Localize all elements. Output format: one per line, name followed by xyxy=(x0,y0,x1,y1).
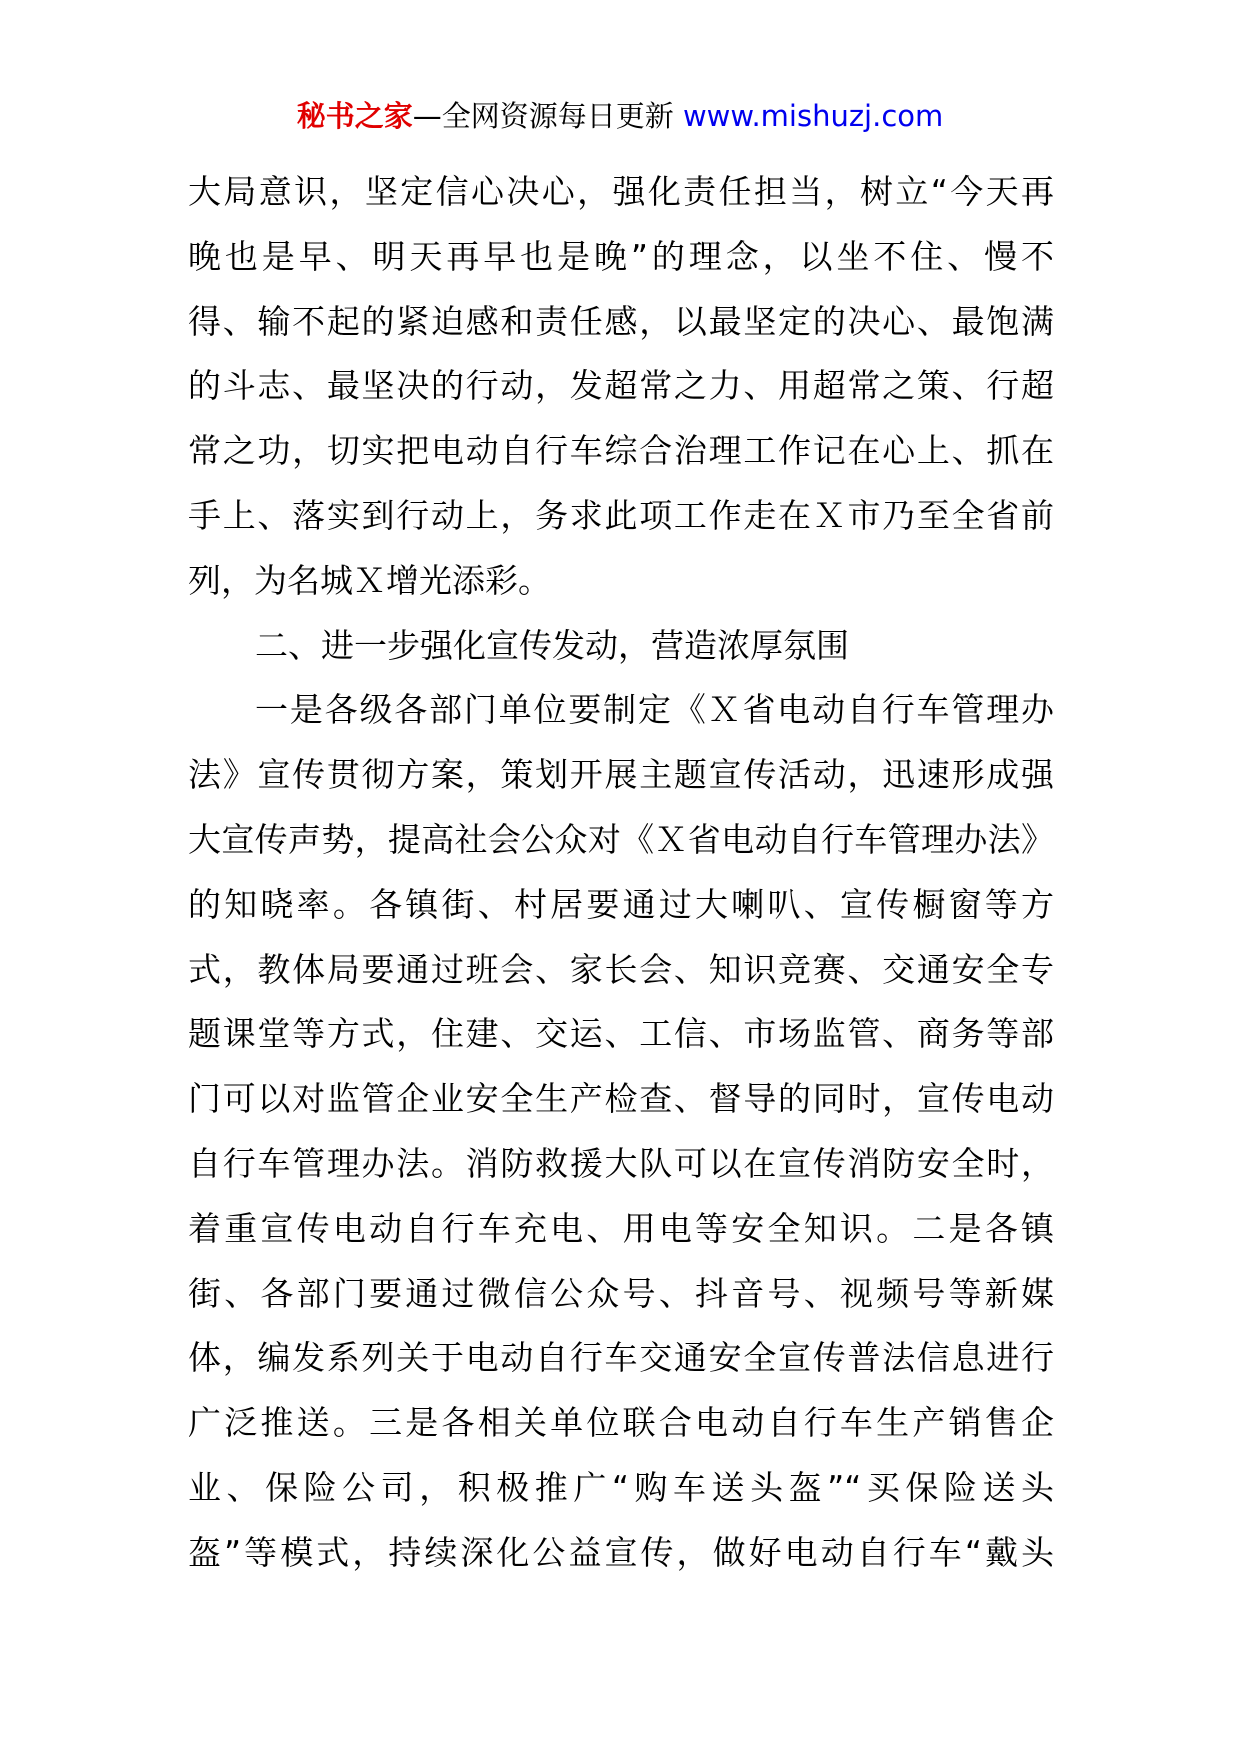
text-line: 门可以对监管企业安全生产检查、督导的同时，宣传电动 xyxy=(188,1079,1054,1119)
text-line: 手上、落实到行动上，务求此项工作走在Ｘ市乃至全省前 xyxy=(188,495,1054,535)
text-line: 法》宣传贯彻方案，策划开展主题宣传活动，迅速形成强 xyxy=(188,755,1054,795)
text-line: 大宣传声势，提高社会公众对《Ｘ省电动自行车管理办法》 xyxy=(188,819,1054,859)
header-brand: 秘书之家 xyxy=(296,99,413,133)
header-tagline: —全网资源每日更新 xyxy=(412,99,683,133)
text-line: 广泛推送。三是各相关单位联合电动自行车生产销售企 xyxy=(188,1403,1054,1443)
text-line: 得、输不起的紧迫感和责任感，以最坚定的决心、最饱满 xyxy=(188,301,1054,341)
text-line: 常之功，切实把电动自行车综合治理工作记在心上、抓在 xyxy=(188,431,1054,471)
text-line: 题课堂等方式，住建、交运、工信、市场监管、商务等部 xyxy=(188,1014,1054,1054)
text-line: 的知晓率。各镇街、村居要通过大喇叭、宣传橱窗等方 xyxy=(188,884,1054,924)
header-url-link[interactable]: www.mishuzj.com xyxy=(682,99,944,133)
text-line: 列，为名城Ｘ增光添彩。 xyxy=(188,560,551,600)
text-line: 晚也是早、明天再早也是晚”的理念，以坐不住、慢不 xyxy=(188,236,1054,276)
text-line: 着重宣传电动自行车充电、用电等安全知识。二是各镇 xyxy=(188,1208,1054,1248)
text-line: 自行车管理办法。消防救援大队可以在宣传消防安全时， xyxy=(188,1143,1054,1183)
text-line: 街、各部门要通过微信公众号、抖音号、视频号等新媒 xyxy=(188,1273,1054,1313)
text-line: 业、保险公司，积极推广“购车送头盔”“买保险送头 xyxy=(188,1467,1054,1507)
page-header xyxy=(0,96,1240,136)
text-line: 盔”等模式，持续深化公益宣传，做好电动自行车“戴头 xyxy=(188,1532,1054,1572)
text-line: 的斗志、最坚决的行动，发超常之力、用超常之策、行超 xyxy=(188,366,1054,406)
text-line: 体，编发系列关于电动自行车交通安全宣传普法信息进行 xyxy=(188,1338,1054,1378)
text-line: 式，教体局要通过班会、家长会、知识竞赛、交通安全专 xyxy=(188,949,1054,989)
text-line: 大局意识，坚定信心决心，强化责任担当，树立“今天再 xyxy=(188,172,1054,211)
section-heading: 二、进一步强化宣传发动，营造浓厚氛围 xyxy=(255,625,849,665)
document-body xyxy=(188,160,1054,1586)
text-line: 一是各级各部门单位要制定《Ｘ省电动自行车管理办 xyxy=(255,690,1054,730)
